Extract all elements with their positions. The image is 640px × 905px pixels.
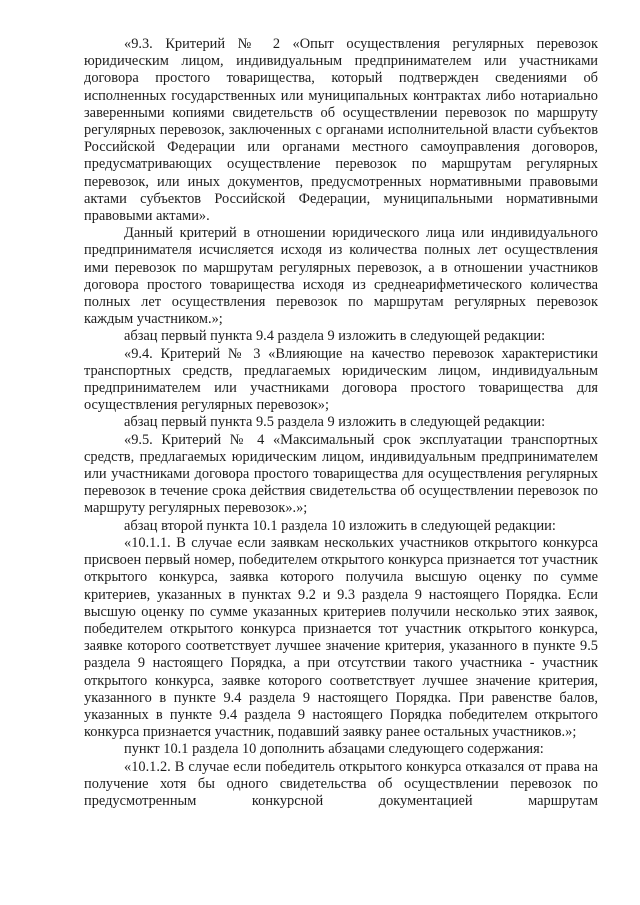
paragraph-criterion-explanation: Данный критерий в отношении юридического лица или индивидуального предпринимателя исчисляется исходя из количества полных лет осуществления ими перевозок по маршрутам регулярных перевозок, а в отношении участников договора простого товарищества исходя из среднеарифметического количества полных лет осуществления перевозок по маршрутам регулярных перевозок каждым участником.»;: [84, 225, 598, 328]
paragraph-instruction-10-1-add: пункт 10.1 раздела 10 дополнить абзацами следующего содержания:: [124, 741, 544, 758]
paragraph-criterion-9-3: «9.3. Критерий № 2 «Опыт осуществления регулярных перевозок юридическим лицом, индивидуальным предпринимателем или участниками договора простого товарищества, который подтвержден сведениями об исполненных государственных или муниципальных контрактах либо нотариально заверенными копиями свидетельств об осуществлении перевозок по маршруту регулярных перевозок, заключенных с органами исполнительной власти субъектов Российской Федерации или органами местного самоуправления договоров, предусматривающих осуществление перевозок по маршрутам регулярных перевозок, или иных документов, предусмотренных нормативными правовыми актами субъектов Российской Федерации, муниципальными нормативными правовыми актами».: [84, 36, 598, 225]
paragraph-instruction-9-5: абзац первый пункта 9.5 раздела 9 изложить в следующей редакции:: [124, 414, 546, 431]
document-page: [84, 36, 598, 810]
paragraph-criterion-9-4: «9.4. Критерий № 3 «Влияющие на качество перевозок характеристики транспортных средств, предлагаемых юридическим лицом, индивидуальным предпринимателем или участниками договора простого товарищества для осуществления регулярных перевозок»;: [84, 345, 598, 414]
paragraph-criterion-9-5: «9.5. Критерий № 4 «Максимальный срок эксплуатации транспортных средств, предлагаемых юридическим лицом, индивидуальным предпринимателем или участниками договора простого товарищества для осуществления регулярных перевозок в течение срока действия свидетельства об осуществлении перевозок по маршруту регулярных перевозок».»;: [84, 431, 598, 517]
paragraph-clause-10-1-1: «10.1.1. В случае если заявкам нескольких участников открытого конкурса присвоен первый номер, победителем открытого конкурса признается тот участник открытого конкурса, заявка которого получила высшую оценку по сумме критериев, указанных в пунктах 9.2 и 9.3 раздела 9 настоящего Порядка. Если высшую оценку по сумме указанных критериев получили несколько этих заявок, победителем открытого конкурса признается тот участник открытого конкурса, заявке которого соответствует лучшее значение критерия, указанного в пункте 9.5 раздела 9 настоящего Порядка, а при отсутствии такого участника - участник открытого конкурса, заявке которого соответствует лучшее значение критерия, указанного в пункте 9.4 раздела 9 настоящего Порядка. При равенстве балов, указанных в пункте 9.4 раздела 9 настоящего Порядка победителем открытого конкурса признается участник, подавший заявку ранее остальных участников.»;: [84, 534, 598, 741]
paragraph-instruction-9-4: абзац первый пункта 9.4 раздела 9 изложить в следующей редакции:: [124, 328, 546, 345]
paragraph-instruction-10-1: абзац второй пункта 10.1 раздела 10 изложить в следующей редакции:: [124, 517, 556, 534]
paragraph-clause-10-1-2: «10.1.2. В случае если победитель открытого конкурса отказался от права на получение хотя бы одного свидетельства об осуществлении перевозок по предусмотренным конкурсной документацией маршрутам: [84, 758, 598, 809]
